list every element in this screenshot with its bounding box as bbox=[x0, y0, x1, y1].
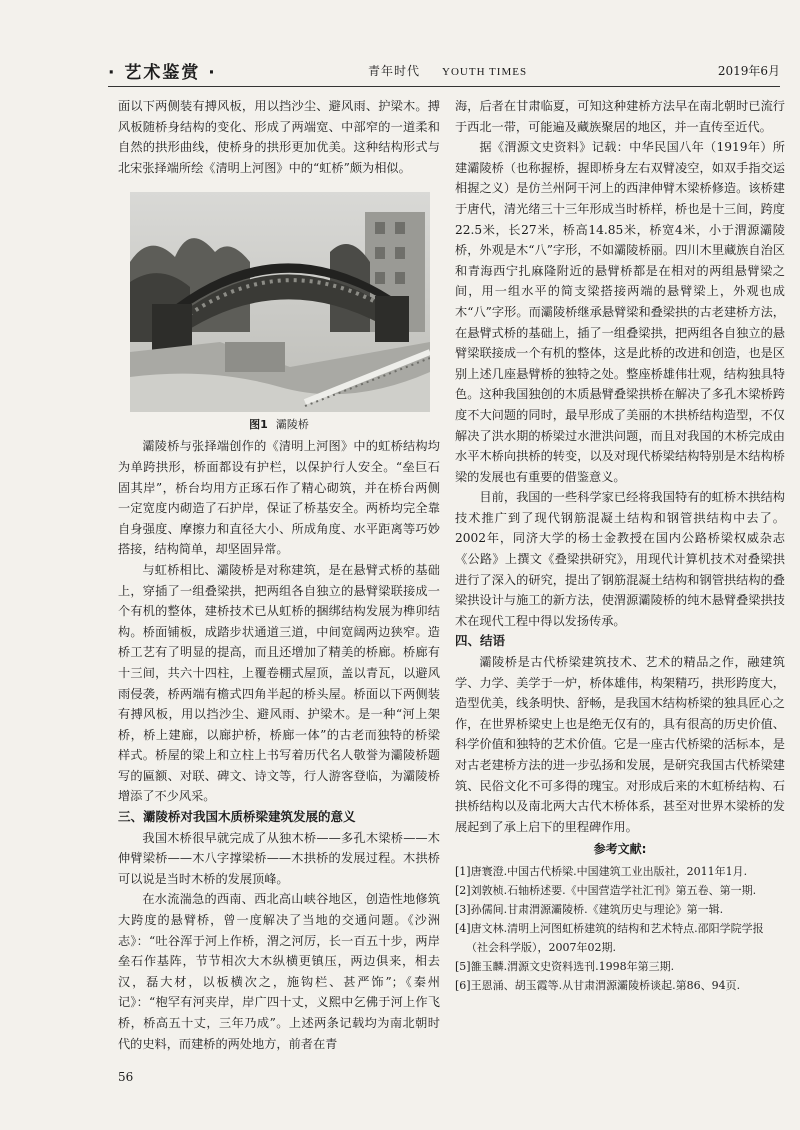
paragraph: 我国木桥很早就完成了从独木桥——多孔木梁桥——木伸臂梁桥——木八字撑梁桥——木拱桥的发展过程。木拱桥可以说是当时木桥的发展顶峰。 bbox=[118, 830, 440, 886]
reference-item: （社会科学版），2007年02期. bbox=[466, 940, 616, 954]
paragraph: 据《渭源文史资料》记载：中华民国八年（1919年）所建灞陵桥（也称握桥，握即桥身左右双臂凌空，如双手指交运相握之义）是仿兰州阿干河上的西津伸臂木梁桥修造。该桥建于唐代，清光绪三十三年形成当时桥样，桥也是十三间，跨度22.5米，长27米，桥高14.85米，桥宽4米，小于渭源灞陵桥，外观是木“八”字形，不如灞陵桥丽。四川木里藏族自治区和青海西宁扎麻隆附近的悬臂桥都是在相对的两组悬臂梁之间，用一组水平的简支梁搭接两端的悬臂梁上，外观也成木“八”字形。而灞陵桥继承悬臂梁和叠梁拱的古老建桥方法，在悬臂式桥的基础上，插了一组叠梁拱，把两组各自独立的悬臂梁联接成一个有机的整体，这是此桥的改进和创造，也是区别上述几座悬臂桥的独特之处。整座桥雄伟壮观，结构独具特色。这种我国独创的木质悬臂叠梁拱桥在解决了多孔木梁桥跨度不大问题的同时，最早形成了美丽的木拱桥结构造型，不仅解决了洪水期的桥梁过水泄洪问题，而且对我国的木桥完成由水平木桥向拱桥的转变，以及对现代桥梁结构特别是木结构桥梁的发展也有重要的借鉴意义。 bbox=[455, 140, 785, 484]
reference-item: [3]孙儒间.甘肃渭源灞陵桥.《建筑历史与理论》第一辑. bbox=[455, 902, 724, 916]
figure-caption-number: 图1 bbox=[249, 418, 268, 432]
paragraph: 海，后者在甘肃临夏，可知这种建桥方法早在南北朝时已流行于西北一带，可能遍及藏族聚居的地区，并一直传至近代。 bbox=[455, 99, 785, 134]
bridge-photo-illustration bbox=[130, 192, 430, 412]
paragraph: 与虹桥相比、灞陵桥是对称建筑，是在悬臂式桥的基础上，穿插了一组叠梁拱，把两组各自独立的悬臂梁联接成一个有机的整体，建桥技术已从虹桥的捆绑结构发展为榫卯结构。桥面铺板，成踏步状通道三道，中间宽阔两边狭窄。造桥工艺有了明显的提高，而且还增加了精美的桥廊。桥廊有十三间，共六十四柱，上覆卷棚式屋顶，盖以青瓦，以避风雨侵袭，桥两端有檐式四角半起的桥头屋。桥面以下两侧装有搏风板，用以挡沙尘、避风雨、护梁木。是一种“河上架桥，桥上建廊，以廊护桥，桥廊一体”的古老而独特的桥梁样式。桥屋的梁上和立柱上书写着历代名人敬誉为灞陵桥题写的匾额、对联、碑文、诗文等，行人游客登临，为灞陵桥增添了不少风采。 bbox=[118, 562, 440, 804]
figure-caption-text: 灞陵桥 bbox=[275, 418, 309, 432]
right-column bbox=[455, 96, 785, 1086]
references-title: 参考文献: bbox=[593, 842, 647, 857]
left-column bbox=[118, 96, 440, 1054]
reference-item: [2]刘敦桢.石轴桥述要.《中国营造学社汇刊》第五卷、第一期. bbox=[455, 883, 757, 897]
paragraph: 目前，我国的一些科学家已经将我国特有的虹桥木拱结构技术推广到了现代钢筋混凝土结构和钢管拱结构中去了。2002年，同济大学的杨士金教授在国内公路桥梁权威杂志《公路》上撰文《叠梁拱研究》，用现代计算机技术对叠梁拱进行了深入的研究，提出了钢筋混凝土结构和钢管拱结构的叠梁拱设计与施工的新方法，使渭源灞陵桥的纯木悬臂叠梁拱技术在现代工程中得以发扬传承。 bbox=[455, 490, 785, 628]
reference-item: [6]王恩涌、胡玉霞等.从甘肃渭源灞陵桥谈起.第86、94页. bbox=[455, 978, 741, 992]
section-heading: 三、灞陵桥对我国木质桥梁建筑发展的意义 bbox=[118, 809, 356, 825]
section-label: · 艺术鉴赏 · bbox=[108, 63, 217, 83]
paragraph: 灞陵桥是古代桥梁建筑技术、艺术的精品之作，融建筑学、力学、美学于一炉，桥体雄伟，构架精巧，拱形跨度大，造型优美，线条明快、舒畅，是我国木结构桥梁的独具匠心之作，在世界桥梁史上也是绝无仅有的，具有很高的历史价值、科学价值和独特的艺术价值。它是一座古代桥梁的活标本，是对古老建桥方法的进一步弘扬和发展，是研究我国古代桥梁建筑、民俗文化不可多得的瑰宝。对形成后来的木虹桥结构、石拱桥结构以及南北两大古代木桥体系，甚至对世界木梁桥的发展起到了承上启下的里程碑作用。 bbox=[455, 655, 785, 834]
reference-item: [4]唐文林.清明上河图虹桥建筑的结构和艺术特点.邵阳学院学报 bbox=[455, 921, 764, 935]
figure-caption bbox=[118, 416, 440, 434]
page-number: 56 bbox=[118, 1070, 134, 1084]
page-header bbox=[108, 56, 780, 87]
journal-name-cn: 青年时代 bbox=[368, 64, 421, 78]
journal-name-en: YOUTH TIMES bbox=[442, 66, 528, 78]
section-heading: 四、结语 bbox=[455, 633, 506, 649]
bridge-photo bbox=[130, 192, 430, 412]
journal-name bbox=[368, 62, 527, 79]
paragraph: 在水流湍急的西南、西北高山峡谷地区，创造性地修筑大跨度的悬臂桥，曾一度解决了当地的交通问题。《沙洲志》：“吐谷浑于河上作桥，渭之河厉，长一百五十步，两岸垒石作基阵，节节相次大木纵横更镇压，两边俱来，相去汉，磊大材，以板横次之，施钩栏、甚严饰”；《秦州记》：“枹罕有河夹岸，岸广四十丈，义熙中乞佛于河上作飞桥，桥高五十丈，三年乃成”。上述两条记载均为南北朝时代的史料，而建桥的两处地方，前者在青 bbox=[118, 892, 440, 1051]
paragraph: 灞陵桥与张择端创作的《清明上河图》中的虹桥结构均为单跨拱形，桥面都设有护栏，以保护行人安全。“垒巨石固其岸”，桥台均用方正琢石作了精心砌筑，并在桥台两侧一定宽度内砌造了石护岸，保证了桥基安全。两桥均完全靠自身强度、摩擦力和直径大小、所成角度、水平距离等巧妙搭接，结构简单，却坚固异常。 bbox=[118, 439, 440, 557]
references-list bbox=[455, 862, 785, 995]
issue-date: 2019年6月 bbox=[717, 64, 780, 78]
reference-item: [5]雒玉麟.渭源文史资料选刊.1998年第三期. bbox=[455, 959, 675, 973]
paragraph: 面以下两侧装有搏风板，用以挡沙尘、避风雨、护梁木。搏风板随桥身结构的变化、形成了两端宽、中部窄的一道柔和自然的拱形曲线，使桥身的拱形更加优美。这种结构形式与北宋张择端所绘《清明上河图》中的“虹桥”颇为相似。 bbox=[118, 99, 440, 175]
reference-item: [1]唐寰澄.中国古代桥梁.中国建筑工业出版社，2011年1月. bbox=[455, 864, 748, 878]
